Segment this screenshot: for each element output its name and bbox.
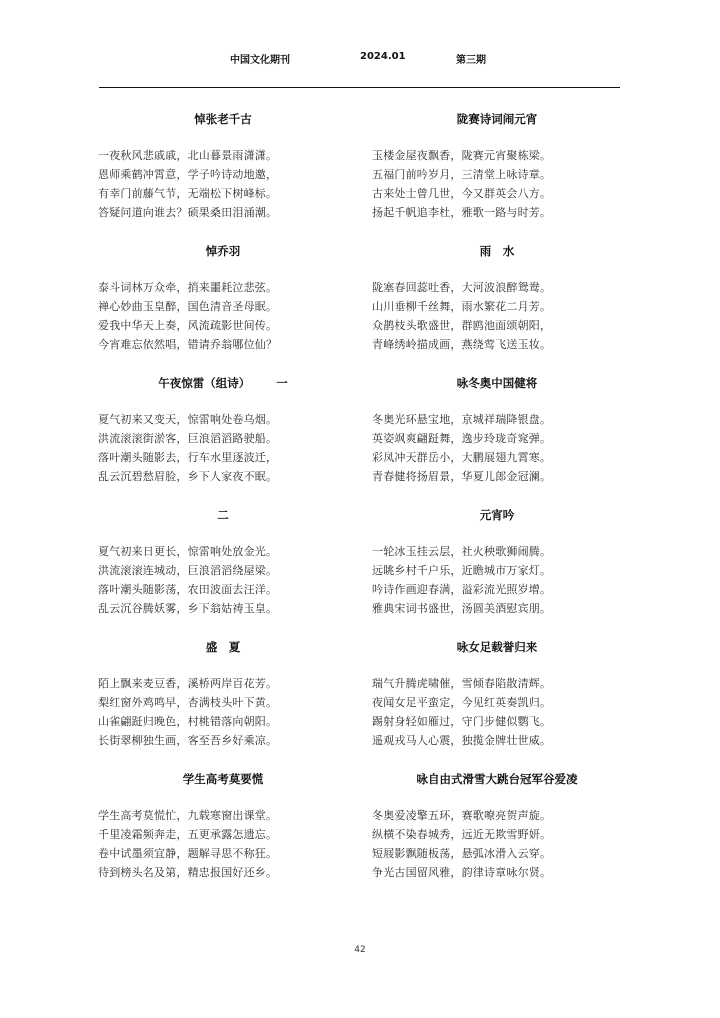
right-column [372, 106, 622, 898]
poem [98, 106, 348, 238]
poem-line: 吟诗作画迎春满，溢彩流光照岁增。 [372, 583, 552, 596]
poem-line: 洪流滚滚连城动，巨浪滔滔绕屋梁。 [98, 564, 278, 577]
page-number: 42 [354, 945, 366, 955]
poem-title-text: 咏冬奥中国健将 [456, 376, 538, 390]
poem [98, 502, 348, 634]
poem-title-text: 悼乔羽 [205, 244, 241, 258]
poem-line: 禅心妙曲玉皇醉，国色清音圣母眠。 [98, 300, 278, 313]
page-header [0, 51, 720, 71]
poem [98, 766, 348, 898]
poem [98, 634, 348, 766]
poem-line: 乱云沉碧愁眉脸，乡下人家夜不眠。 [98, 470, 278, 483]
poem-title [372, 238, 622, 264]
poem-line: 泰斗词林万众牵，捎来噩耗泣悲弦。 [98, 281, 278, 294]
poem-line: 夏气初来又变天，惊雷响处卷乌烟。 [98, 413, 278, 426]
poem-title-text: 陇赛诗词闹元宵 [456, 112, 538, 126]
poem-line: 英姿飒爽翩跹舞，逸步玲珑奇窕弹。 [372, 432, 552, 445]
poem-title [98, 634, 348, 660]
poem-title [98, 766, 348, 792]
poem-title [98, 502, 348, 528]
poem-line: 五福门前吟岁月，三清堂上咏诗章。 [372, 168, 552, 181]
poem [372, 766, 622, 898]
poem-line: 待到榜头名及第，精忠报国好还乡。 [98, 866, 278, 879]
poem-line: 一轮冰玉挂云层，社火秧歌狮闹腾。 [372, 545, 552, 558]
poem-line: 古来处士曾几世，今又群英会八方。 [372, 187, 552, 200]
poem-title [372, 106, 622, 132]
poem-title-text: 雨 水 [479, 244, 515, 258]
poem-line: 夏气初来日更长，惊雷响处放金光。 [98, 545, 278, 558]
poem-line: 山雀翩跹归晚色，村桃错落向朝阳。 [98, 715, 278, 728]
poem-line: 冬奥光环悬宝地，京城祥瑞降银盘。 [372, 413, 552, 426]
poem-title-text: 咏女足载誉归来 [456, 640, 538, 654]
poem-line: 陇塞春回蕊吐香，大河波浪醉鸳鸯。 [372, 281, 552, 294]
poem-line: 学生高考莫慌忙，九载寒窗出课堂。 [98, 809, 278, 822]
poem-title-text: 咏自由式滑雪大跳台冠军谷爱凌 [416, 772, 578, 786]
poem-title [98, 370, 348, 396]
poem-line: 梨红窗外鸡鸣早，杏满枝头叶下黄。 [98, 696, 278, 709]
poem-line: 青峰绣岭描成画，燕绕莺飞送玉妆。 [372, 338, 552, 351]
poem-line: 一夜秋风悲戚戚，北山暮景雨潇潇。 [98, 149, 278, 162]
poem-line: 陌上飘来麦豆香，溪桥两岸百花芳。 [98, 677, 278, 690]
poem-line: 遥观戎马人心震，独揽金牌壮世威。 [372, 734, 552, 747]
poem-title [372, 370, 622, 396]
issue-date: 2024.01 [360, 51, 406, 62]
poem-line: 瑞气升腾虎啸催，雪倾春陷散清辉。 [372, 677, 552, 690]
poem-line: 扬起千帆追李杜，雅歌一路与时芳。 [372, 206, 552, 219]
poem-subtitle: 一 [276, 376, 288, 390]
poem-line: 冬奥爱凌擎五环，赛歌嘹亮贺声旋。 [372, 809, 552, 822]
issue-number: 第三期 [456, 55, 486, 66]
poem-line: 山川垂柳千丝舞，雨水繁花二月芳。 [372, 300, 552, 313]
poem-line: 雅典宋词书盛世，汤圆美酒慰宾朋。 [372, 602, 552, 615]
poem-line: 卷中试墨须宜静，题解寻思不称狂。 [98, 847, 278, 860]
poem-line: 落叶潮头随影荡，农田波面去汪洋。 [98, 583, 278, 596]
poem-line: 有幸门前藤气节，无端松下树峰标。 [98, 187, 278, 200]
poem [372, 634, 622, 766]
poem-line: 青春健将扬眉景，华夏儿郎金冠澜。 [372, 470, 552, 483]
poem-line: 乱云沉谷腾妖雾，乡下翁姑祷玉皇。 [98, 602, 278, 615]
poem-line: 短屐影飘随板荡，悬弧冰滑入云穿。 [372, 847, 552, 860]
poem-line: 彩凤冲天群岳小，大鹏展翅九霄寒。 [372, 451, 552, 464]
poem [98, 370, 348, 502]
poem-line: 争光古国留风雅，韵律诗章咏尔贤。 [372, 866, 552, 879]
poem-title-text: 盛 夏 [205, 640, 241, 654]
poem [372, 238, 622, 370]
poem-line: 恩师乘鹤冲霄意，学子吟诗动地邀， [98, 168, 278, 181]
poem-title [98, 106, 348, 132]
poem-title [372, 502, 622, 528]
header-rule [99, 87, 620, 88]
poem-title [372, 766, 622, 792]
poem-line: 长街翠柳独生画，客至吾乡好乘凉。 [98, 734, 278, 747]
poem [372, 370, 622, 502]
poem-title-text: 学生高考莫要慌 [182, 772, 264, 786]
poem-line: 踢射身轻如雁过，守门步健似鹦飞。 [372, 715, 552, 728]
poem-title [98, 238, 348, 264]
poem-title-text: 午夜惊雷（组诗） [158, 376, 251, 390]
poem-title-text: 元宵吟 [479, 508, 515, 522]
poem-title-text: 悼张老千古 [194, 112, 252, 126]
poem-line: 远眺乡村千户乐，近瞻城市万家灯。 [372, 564, 552, 577]
poem-title [372, 634, 622, 660]
poem [98, 238, 348, 370]
poem-line: 落叶潮头随影去，行车水里逐波迁， [98, 451, 278, 464]
poem-line: 夜闻女足平蛮定，今见红英奏凯归。 [372, 696, 552, 709]
poem-line: 玉楼金屋夜飘香，陇赛元宵聚栋梁。 [372, 149, 552, 162]
poem [372, 502, 622, 634]
poem-line: 众鹊枝头歌盛世，群鸥池面颂朝阳， [372, 319, 552, 332]
poem-title-text: 二 [217, 508, 229, 522]
poem [372, 106, 622, 238]
poem-line: 纵横不染春城秀，远近无欺雪野妍。 [372, 828, 552, 841]
poem-line: 今宵难忘依然唱，错请乔翁哪位仙？ [98, 338, 278, 351]
poem-line: 答疑问道向谁去？硕果桑田泪涌潮。 [98, 206, 278, 219]
left-column [98, 106, 348, 898]
poem-line: 爱我中华天上奏，风流疏影世间传。 [98, 319, 278, 332]
poem-line: 千里凌霜频奔走，五更承露怎遗忘。 [98, 828, 278, 841]
journal-name: 中国文化期刊 [230, 55, 290, 66]
poem-line: 洪流滚滚街淤客，巨浪滔滔路驶船。 [98, 432, 278, 445]
